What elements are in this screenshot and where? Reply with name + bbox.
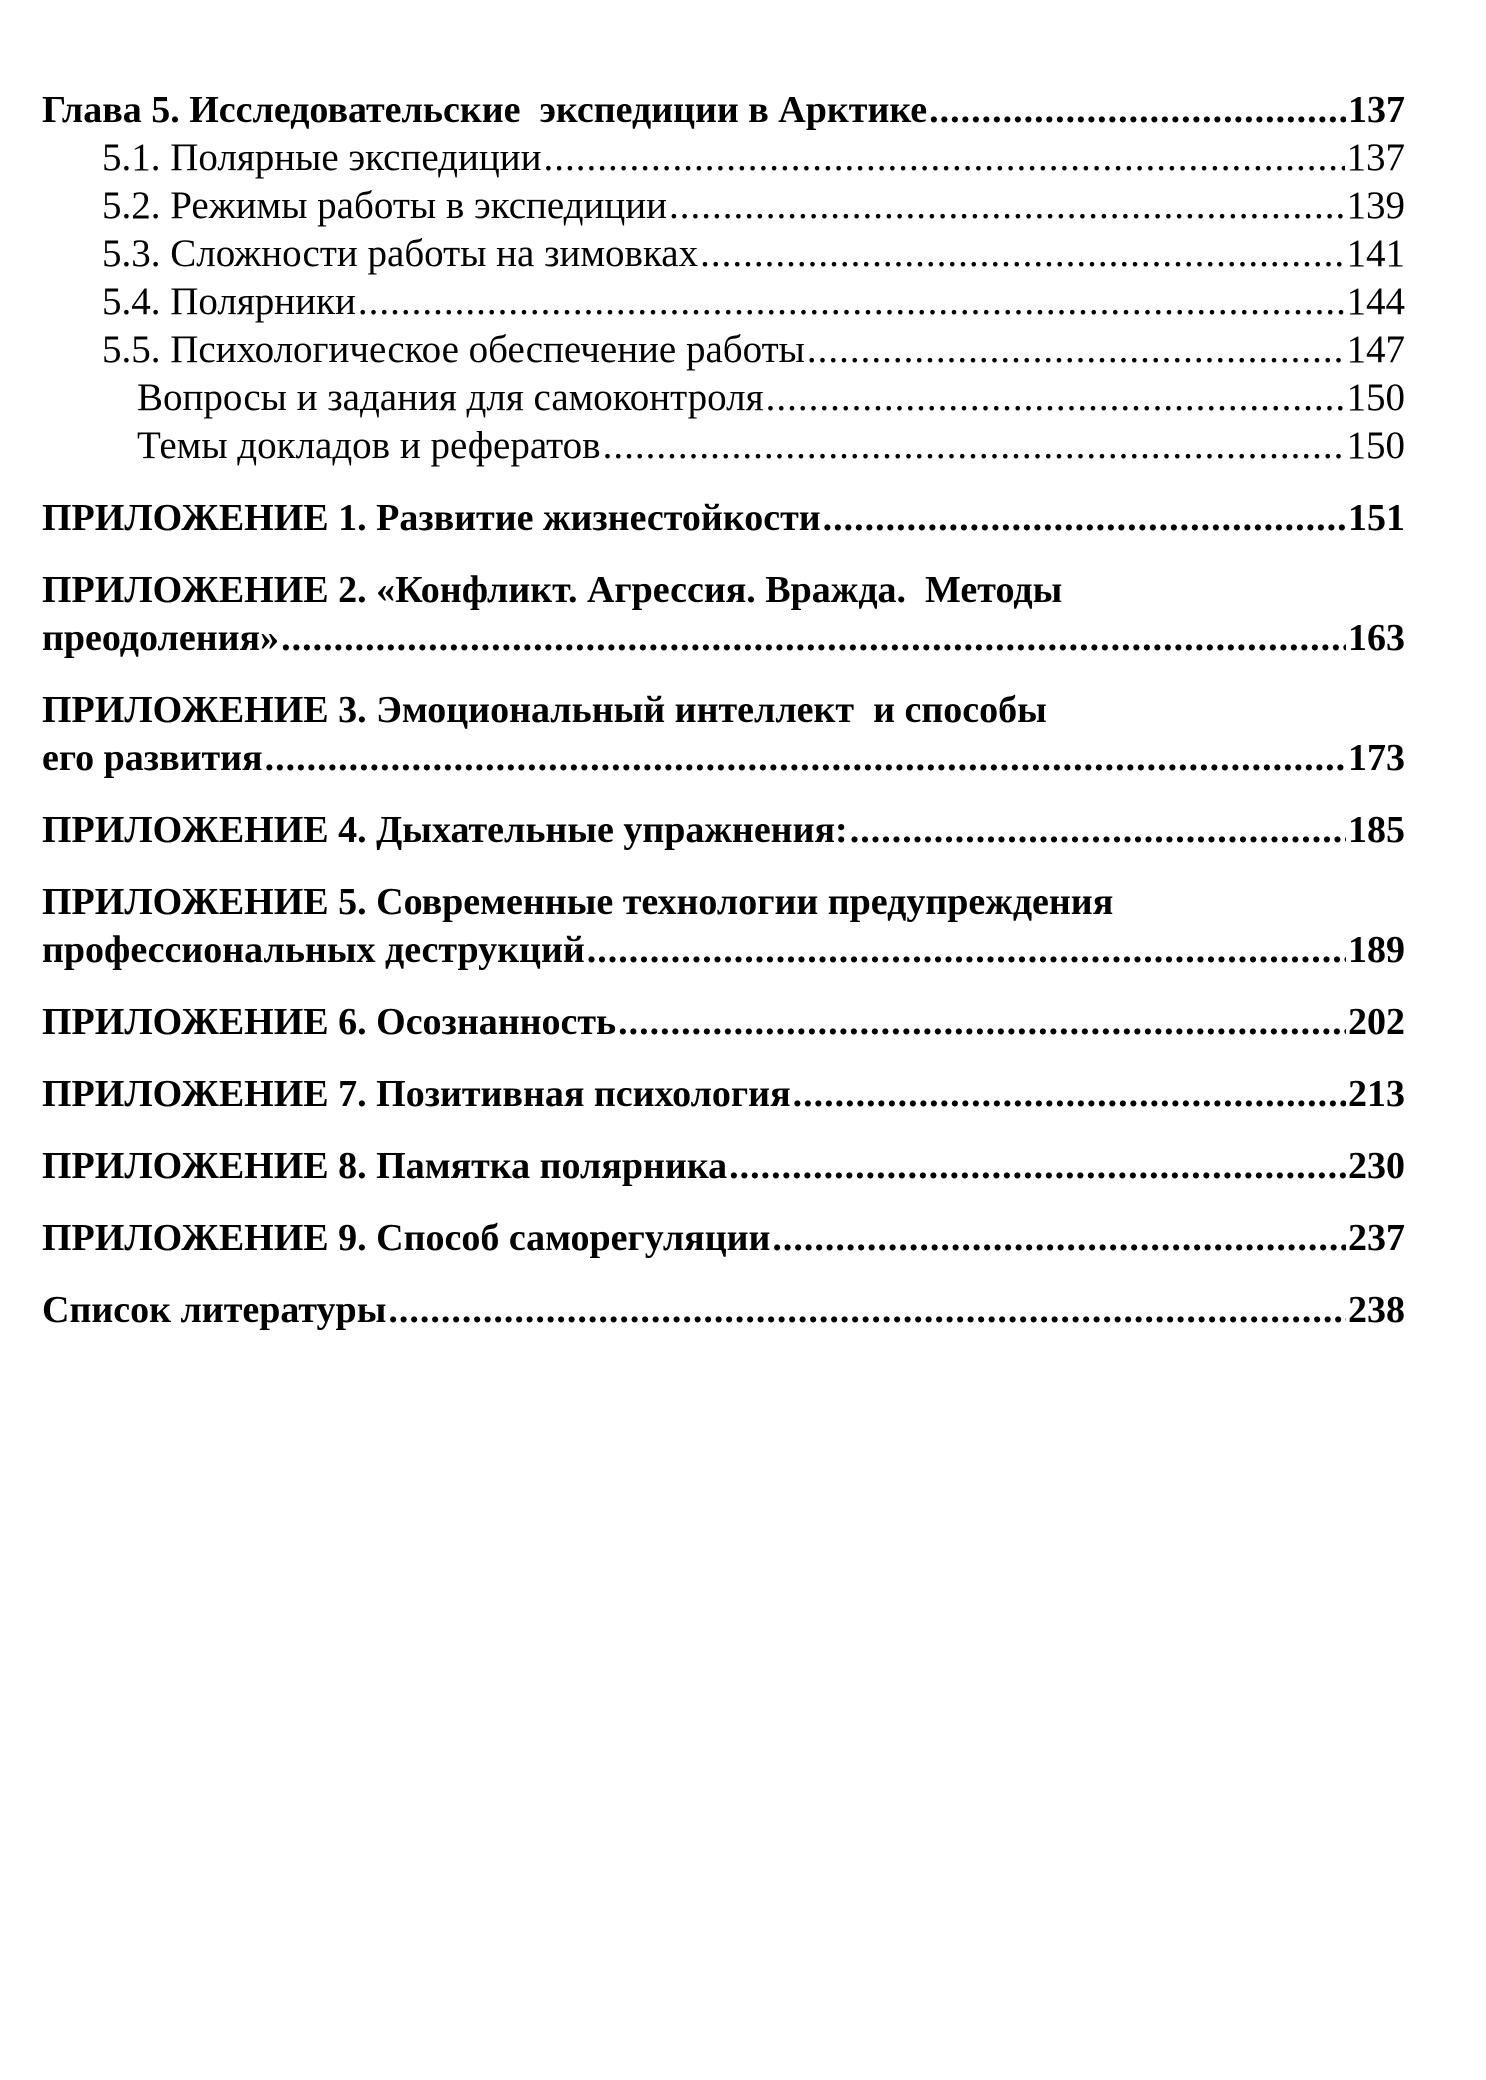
toc-entry-label: 5.5. Психологическое обеспечение работы [102, 328, 805, 371]
toc-entry-label: Вопросы и задания для самоконтроля [137, 376, 764, 419]
toc-page-number: 189 [1348, 929, 1405, 971]
toc-page-number: 139 [1346, 184, 1405, 227]
toc-page-number: 163 [1348, 617, 1405, 659]
toc-page-number: 173 [1348, 737, 1405, 779]
toc-entry-label: 5.2. Режимы работы в экспедиции [102, 184, 668, 227]
toc-page-number: 202 [1348, 1001, 1405, 1043]
leader-dots [807, 326, 1345, 374]
table-of-contents [42, 86, 1405, 1334]
toc-appendix-8[interactable] [42, 1142, 1405, 1190]
toc-section-5-3[interactable] [42, 230, 1405, 278]
toc-entry-label: 5.4. Полярники [102, 280, 356, 323]
toc-entry-label: 5.1. Полярные экспедиции [102, 136, 542, 179]
leader-dots [929, 86, 1346, 134]
leader-dots [850, 806, 1346, 854]
toc-page-number: 237 [1348, 1217, 1405, 1259]
toc-subsection-topics[interactable] [42, 422, 1405, 470]
toc-entry-label-continued: преодоления» [42, 617, 280, 659]
toc-section-5-4[interactable] [42, 278, 1405, 326]
toc-chapter-5[interactable] [42, 86, 1405, 134]
toc-section-5-1[interactable] [42, 134, 1405, 182]
leader-dots [793, 1070, 1346, 1118]
leader-dots [766, 374, 1345, 422]
leader-dots [603, 422, 1345, 470]
leader-dots [281, 614, 1346, 662]
toc-appendix-3[interactable] [42, 686, 1405, 782]
toc-entry-label: 5.3. Сложности работы на зимовках [102, 232, 699, 275]
leader-dots [265, 734, 1346, 782]
toc-page-number: 230 [1348, 1145, 1405, 1187]
toc-entry-label-continued: профессиональных деструкций [42, 929, 585, 971]
toc-appendix-7[interactable] [42, 1070, 1405, 1118]
leader-dots [543, 134, 1344, 182]
toc-page-number: 151 [1348, 497, 1405, 539]
leader-dots [823, 494, 1346, 542]
toc-page-number: 150 [1346, 376, 1405, 419]
toc-page-number: 185 [1348, 809, 1405, 851]
toc-page-number: 238 [1348, 1289, 1405, 1331]
toc-page-number: 137 [1348, 89, 1405, 131]
toc-entry-label: ПРИЛОЖЕНИЕ 1. Развитие жизнестойкости [42, 497, 821, 539]
leader-dots [618, 998, 1346, 1046]
toc-entry-label: ПРИЛОЖЕНИЕ 6. Осознанность [42, 1001, 617, 1043]
toc-references[interactable] [42, 1286, 1405, 1334]
toc-page-number: 147 [1346, 328, 1405, 371]
leader-dots [358, 278, 1345, 326]
toc-entry-label: ПРИЛОЖЕНИЕ 9. Способ саморегуляции [42, 1217, 771, 1259]
leader-dots [587, 926, 1346, 974]
leader-dots [669, 182, 1344, 230]
toc-appendix-4[interactable] [42, 806, 1405, 854]
toc-entry-label: ПРИЛОЖЕНИЕ 5. Современные технологии предупреждения [42, 881, 1114, 923]
toc-page-number: 141 [1346, 232, 1405, 275]
toc-appendix-1[interactable] [42, 494, 1405, 542]
toc-entry-label: Темы докладов и рефератов [137, 424, 601, 467]
leader-dots [700, 230, 1344, 278]
toc-appendix-9[interactable] [42, 1214, 1405, 1262]
toc-entry-label: Глава 5. Исследовательские экспедиции в Арктике [42, 89, 928, 131]
toc-appendix-2[interactable] [42, 566, 1405, 662]
toc-subsection-questions[interactable] [42, 374, 1405, 422]
toc-entry-label: ПРИЛОЖЕНИЕ 3. Эмоциональный интеллект и способы [42, 689, 1047, 731]
toc-section-5-5[interactable] [42, 326, 1405, 374]
toc-entry-label: ПРИЛОЖЕНИЕ 4. Дыхательные упражнения: [42, 809, 848, 851]
leader-dots [729, 1142, 1346, 1190]
leader-dots [772, 1214, 1346, 1262]
toc-appendix-6[interactable] [42, 998, 1405, 1046]
toc-entry-label: ПРИЛОЖЕНИЕ 8. Памятка полярника [42, 1145, 728, 1187]
toc-entry-label: ПРИЛОЖЕНИЕ 2. «Конфликт. Агрессия. Вражда. Методы [42, 569, 1063, 611]
toc-entry-label-continued: его развития [42, 737, 263, 779]
toc-page-number: 137 [1346, 136, 1405, 179]
toc-entry-label: ПРИЛОЖЕНИЕ 7. Позитивная психология [42, 1073, 791, 1115]
leader-dots [388, 1286, 1346, 1334]
toc-appendix-5[interactable] [42, 878, 1405, 974]
toc-page-number: 213 [1348, 1073, 1405, 1115]
toc-page-number: 150 [1346, 424, 1405, 467]
toc-section-5-2[interactable] [42, 182, 1405, 230]
toc-page-number: 144 [1346, 280, 1405, 323]
toc-entry-label: Список литературы [42, 1289, 387, 1331]
